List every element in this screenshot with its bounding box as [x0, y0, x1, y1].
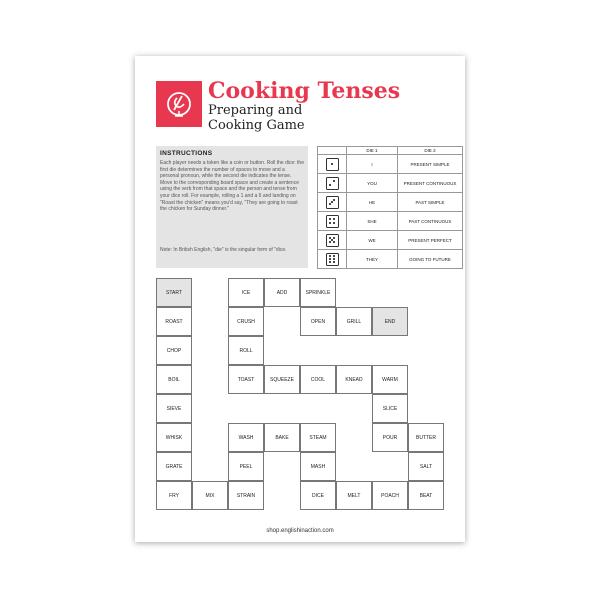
board-space-slice: SLICE [372, 394, 408, 423]
die-face-icon [326, 253, 339, 266]
board-space-wash: WASH [228, 423, 264, 452]
dice-tense: PRESENT CONTINUOUS [398, 174, 463, 193]
dice-table-row [318, 174, 463, 193]
die-face-icon [326, 196, 339, 209]
dice-table-row [318, 155, 463, 174]
board-space-peel: PEEL [228, 452, 264, 481]
die-face-icon [326, 234, 339, 247]
dice-pronoun: SHE [347, 212, 398, 231]
dice-tense: GOING TO FUTURE [398, 250, 463, 269]
dice-table-row [318, 250, 463, 269]
board-space-cool: COOL [300, 365, 336, 394]
die-face-icon [326, 177, 339, 190]
board-space-sieve: SIEVE [156, 394, 192, 423]
board-space-end: END [372, 307, 408, 336]
instructions-note: Note: In British English, "die" is the singular form of "dice. [160, 247, 287, 253]
board-space-crush: CRUSH [228, 307, 264, 336]
board-space-knead: KNEAD [336, 365, 372, 394]
dice-pronoun: I [347, 155, 398, 174]
board-space-poach: POACH [372, 481, 408, 510]
board-space-butter: BUTTER [408, 423, 444, 452]
board-space-fry: FRY [156, 481, 192, 510]
board-space-steam: STEAM [300, 423, 336, 452]
page-subtitle: Preparing and Cooking Game [208, 103, 305, 133]
board-space-chop: CHOP [156, 336, 192, 365]
board-space-squeeze: SQUEEZE [264, 365, 300, 394]
board-space-mash: MASH [300, 452, 336, 481]
dice-pronoun: YOU [347, 174, 398, 193]
board-space-pour: POUR [372, 423, 408, 452]
board-space-roll: ROLL [228, 336, 264, 365]
dice-table-row [318, 212, 463, 231]
page-title: Cooking Tenses [208, 78, 401, 104]
board-space-beat: BEAT [408, 481, 444, 510]
footer-url: shop.englishinaction.com [266, 528, 334, 534]
board-space-open: OPEN [300, 307, 336, 336]
dice-header-die2: DIE 2 [398, 147, 463, 155]
board-space-salt: SALT [408, 452, 444, 481]
board-space-ice: ICE [228, 278, 264, 307]
instructions-box [156, 146, 308, 268]
dice-pronoun: THEY [347, 250, 398, 269]
die-face-icon [326, 158, 339, 171]
english-in-action-logo-icon [156, 81, 202, 127]
board-space-grill: GRILL [336, 307, 372, 336]
dice-pronoun: WE [347, 231, 398, 250]
board-space-start: START [156, 278, 192, 307]
board-space-toast: TOAST [228, 365, 264, 394]
board-space-add: ADD [264, 278, 300, 307]
dice-header-die1: DIE 1 [347, 147, 398, 155]
dice-tense: PAST SIMPLE [398, 193, 463, 212]
board-space-roast: ROAST [156, 307, 192, 336]
dice-tense: PAST CONTINUOUS [398, 212, 463, 231]
dice-table [317, 146, 463, 269]
board-space-dice: DICE [300, 481, 336, 510]
dice-table-row [318, 231, 463, 250]
board-space-mix: MIX [192, 481, 228, 510]
dice-tense: PRESENT SIMPLE [398, 155, 463, 174]
dice-header-blank [318, 147, 347, 155]
dice-table-row [318, 193, 463, 212]
board-space-sprinkle: SPRINKLE [300, 278, 336, 307]
board-space-whisk: WHISK [156, 423, 192, 452]
board-space-bake: BAKE [264, 423, 300, 452]
instructions-heading: INSTRUCTIONS [160, 150, 213, 157]
board-space-melt: MELT [336, 481, 372, 510]
die-face-icon [326, 215, 339, 228]
board-space-boil: BOIL [156, 365, 192, 394]
board-space-grate: GRATE [156, 452, 192, 481]
dice-tense: PRESENT PERFECT [398, 231, 463, 250]
board-space-warm: WARM [372, 365, 408, 394]
dice-pronoun: HE [347, 193, 398, 212]
board-space-strain: STRAIN [228, 481, 264, 510]
instructions-text: Each player needs a token like a coin or button. Roll the dice: the first die determines the number of spaces to move and a personal pronoun, while the second die indicates the tense. Move to the corresponding board space and create a sentence using the verb from that space and the person and tense from your dice roll. For example, rolling a 1 and a 6 and landing on "Roast the chicken" means you'd say, "They are going to roast the chicken for Sunday dinner." [160, 160, 304, 213]
